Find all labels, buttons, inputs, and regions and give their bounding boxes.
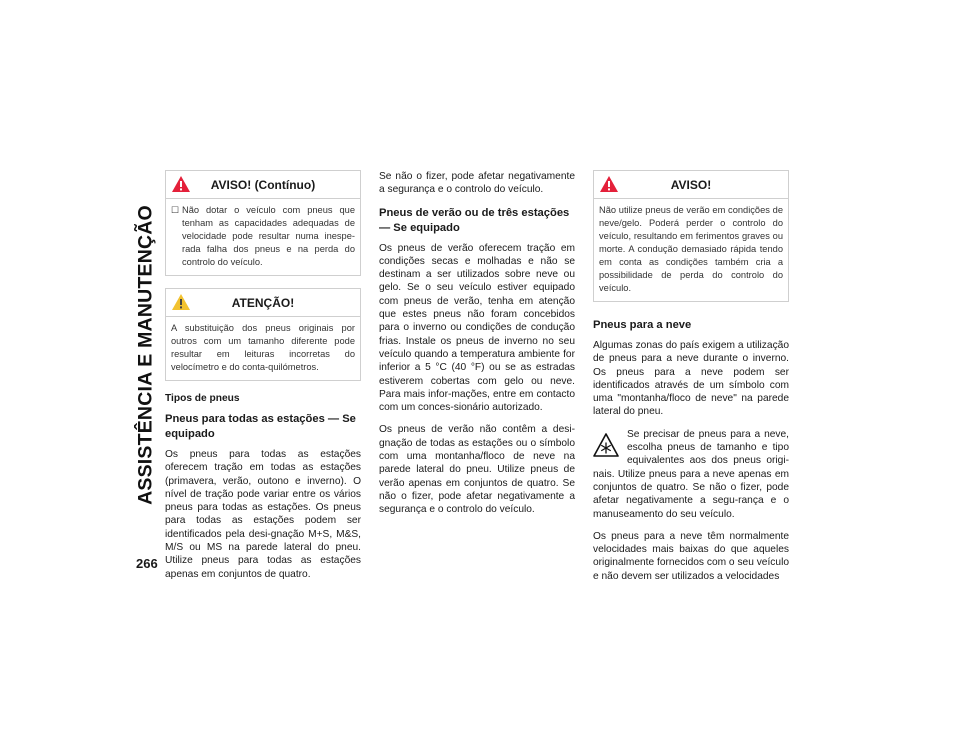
square-bullet-icon: ☐ xyxy=(171,205,180,215)
paragraph-snow-1: Algumas zonas do país exigem a utilização de pneus para a neve durante o inverno. Os pneus para a neve podem ser identificados através de um símbolo com uma "montanha/floco de neve" na parede lateral do pneu. xyxy=(593,340,789,418)
warning-continued-title: AVISO! (Contínuo) xyxy=(210,178,316,192)
heading-snow-tires: Pneus para a neve xyxy=(593,319,692,331)
heading-summer-tires: Pneus de verão ou de três estações — Se equipado xyxy=(379,206,570,234)
caution-title: ATENÇÃO! xyxy=(231,296,295,310)
column-right xyxy=(593,170,789,592)
paragraph-summer-1: Os pneus de verão oferecem tração em condições secas e molhadas e não se destinam a ser utilizados sobre neve ou gelo. Se o seu veículo estiver equipado com pneus de verão, tenha em atenção que estes pneus não foram concebidos para o inverno ou condições de condução frias. Instale os pneus de inverno no seu veículo quando a temperatura ambiente for inferior a 5 °C (40 °F) ou se as estradas estiverem cobertas com gelo ou neve. Para mais infor-mações, entre em contacto com um conces-sionário autorizado. xyxy=(379,242,575,414)
warning-box xyxy=(593,170,789,302)
mountain-snowflake-icon xyxy=(593,432,619,458)
caution-body: A substituição dos pneus originais por outros com um tamanho diferente pode resultar em leituras incorretas do velocímetro e do conta-quilómetros. xyxy=(171,323,355,372)
paragraph-snow-2-with-icon xyxy=(593,428,789,521)
caution-box xyxy=(165,288,361,381)
paragraph-all-season: Os pneus para todas as estações oferecem tração em todas as estações (primavera, verão, outono e inverno). O nível de tração pode variar entre os vários pneus para todas as estações. Os pneus para todas as estações podem ser identificados pela desi-gnação M+S, M&S, M/S ou MS na parede lateral do pneu. Utilize pneus para todas as estações apenas em conjuntos de quatro. xyxy=(165,449,361,580)
warning-header xyxy=(594,171,788,199)
bullet-text: Não dotar o veículo com pneus que tenham as capacidades adequadas de velocidade pode resultar numa inespe-rada falha dos pneus e na perda do controlo do veículo. xyxy=(182,205,355,267)
warning-body: Não utilize pneus de verão em condições de neve/gelo. Poderá perder o controlo do veículo, resultando em ferimentos graves ou morte. A condução demasiado rápida tendo em conta as condições também cria a possibilidade de perda do controlo do veículo. xyxy=(599,205,783,293)
section-tire-types: Tipos de pneus xyxy=(165,393,240,404)
caution-triangle-icon xyxy=(171,293,191,311)
warning-triangle-icon xyxy=(599,175,619,193)
column-left xyxy=(165,170,361,590)
caution-header xyxy=(166,289,360,317)
heading-all-season: Pneus para todas as estações — Se equipado xyxy=(165,413,356,440)
page-number: 266 xyxy=(136,556,158,571)
paragraph-summer-2: Os pneus de verão não contêm a desi-gnação de todas as estações ou o símbolo com uma montanha/floco de neve na parede lateral do pneu. Utilize pneus de verão apenas em conjuntos de quatro. Se não o fizer, pode afetar negativamente a segurança e o controlo do veículo. xyxy=(379,424,575,516)
warning-continued-box xyxy=(165,170,361,276)
warning-title: AVISO! xyxy=(670,178,712,192)
paragraph-snow-2-text: Se precisar de pneus para a neve, escolha pneus de tamanho e tipo equivalentes aos dos pneus origi-nais. Utilize pneus para a neve apenas em conjuntos de quatro. Se não o fizer, pode afetar negativamente a segu-rança e o manuseamento do seu veículo. xyxy=(593,428,789,520)
warning-continued-body xyxy=(166,199,360,275)
warning-continued-header xyxy=(166,171,360,199)
chapter-side-title xyxy=(134,170,158,540)
chapter-title-text: ASSISTÊNCIA E MANUTENÇÃO xyxy=(134,205,157,505)
warning-triangle-icon xyxy=(171,175,191,193)
column-middle xyxy=(379,170,575,526)
paragraph-continued: Se não o fizer, pode afetar negativamente a segurança e o controlo do veículo. xyxy=(379,171,575,196)
paragraph-snow-3: Os pneus para a neve têm normalmente velocidades mais baixas do que aqueles originalmente fornecidos com o seu veículo e não devem ser utilizados a velocidades xyxy=(593,530,789,582)
bullet-item xyxy=(171,204,355,269)
